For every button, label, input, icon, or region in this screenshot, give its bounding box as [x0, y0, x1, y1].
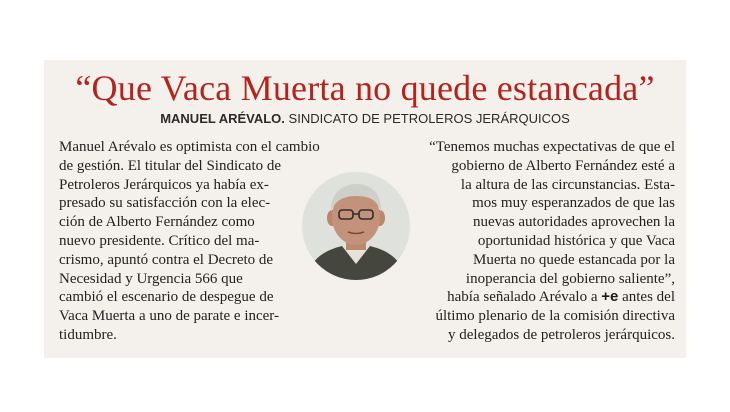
headline: “Que Vaca Muerta no quede estancada” [75, 68, 655, 108]
text-line: oportunidad histórica y que Vaca [477, 232, 675, 249]
text-line: cambió el escenario de despegue de [59, 289, 274, 306]
text-line: Vaca Muerta a uno de parate e incer- [59, 308, 279, 325]
text-line: “Tenemos muchas expectativas de que el [429, 139, 675, 155]
text-line: último plenario de la comisión directiva [435, 308, 675, 325]
text-line: Muerta no quede estancada por la [473, 251, 675, 268]
text-line: crismo, apuntó contra el Decreto de [59, 251, 274, 268]
text-line: Necesidad y Urgencia 566 que [59, 270, 243, 287]
text-line: la altura de las circunstancias. Esta- [460, 176, 675, 193]
text-fragment: antes del [622, 289, 675, 306]
text-line: Manuel Arévalo es optimista con el cambio [59, 139, 320, 155]
text-line: Petroleros Jerárquicos ya había ex- [59, 176, 269, 193]
text-line: gobierno de Alberto Fernández esté a [451, 157, 675, 174]
portrait-illustration [302, 172, 410, 280]
text-line: nuevas autoridades aprovechen la [473, 214, 675, 231]
byline [44, 111, 686, 127]
text-line: presado su satisfacción con la elec- [59, 195, 271, 212]
text-line-with-logo [355, 288, 675, 307]
text-line: tidumbre. [59, 326, 117, 343]
byline-role: SINDICATO DE PETROLEROS JERÁRQUICOS [288, 111, 570, 126]
text-line: y delegados de petroleros jerárquicos. [448, 326, 675, 343]
text-fragment: había señalado Arévalo a [447, 289, 598, 306]
text-line: ción de Alberto Fernández como [59, 214, 255, 231]
text-line: mos muy esperanzados de que las [472, 195, 675, 212]
text-line: de gestión. El titular del Sindicato de [59, 157, 282, 174]
newspaper-logo: +e [601, 288, 619, 306]
text-line: inoperancia del gobierno saliente”, [465, 270, 675, 287]
text-line: nuevo presidente. Crítico del ma- [59, 232, 260, 249]
news-clipping [44, 60, 686, 358]
byline-name: MANUEL ARÉVALO. [160, 111, 285, 126]
portrait-photo [302, 172, 410, 280]
